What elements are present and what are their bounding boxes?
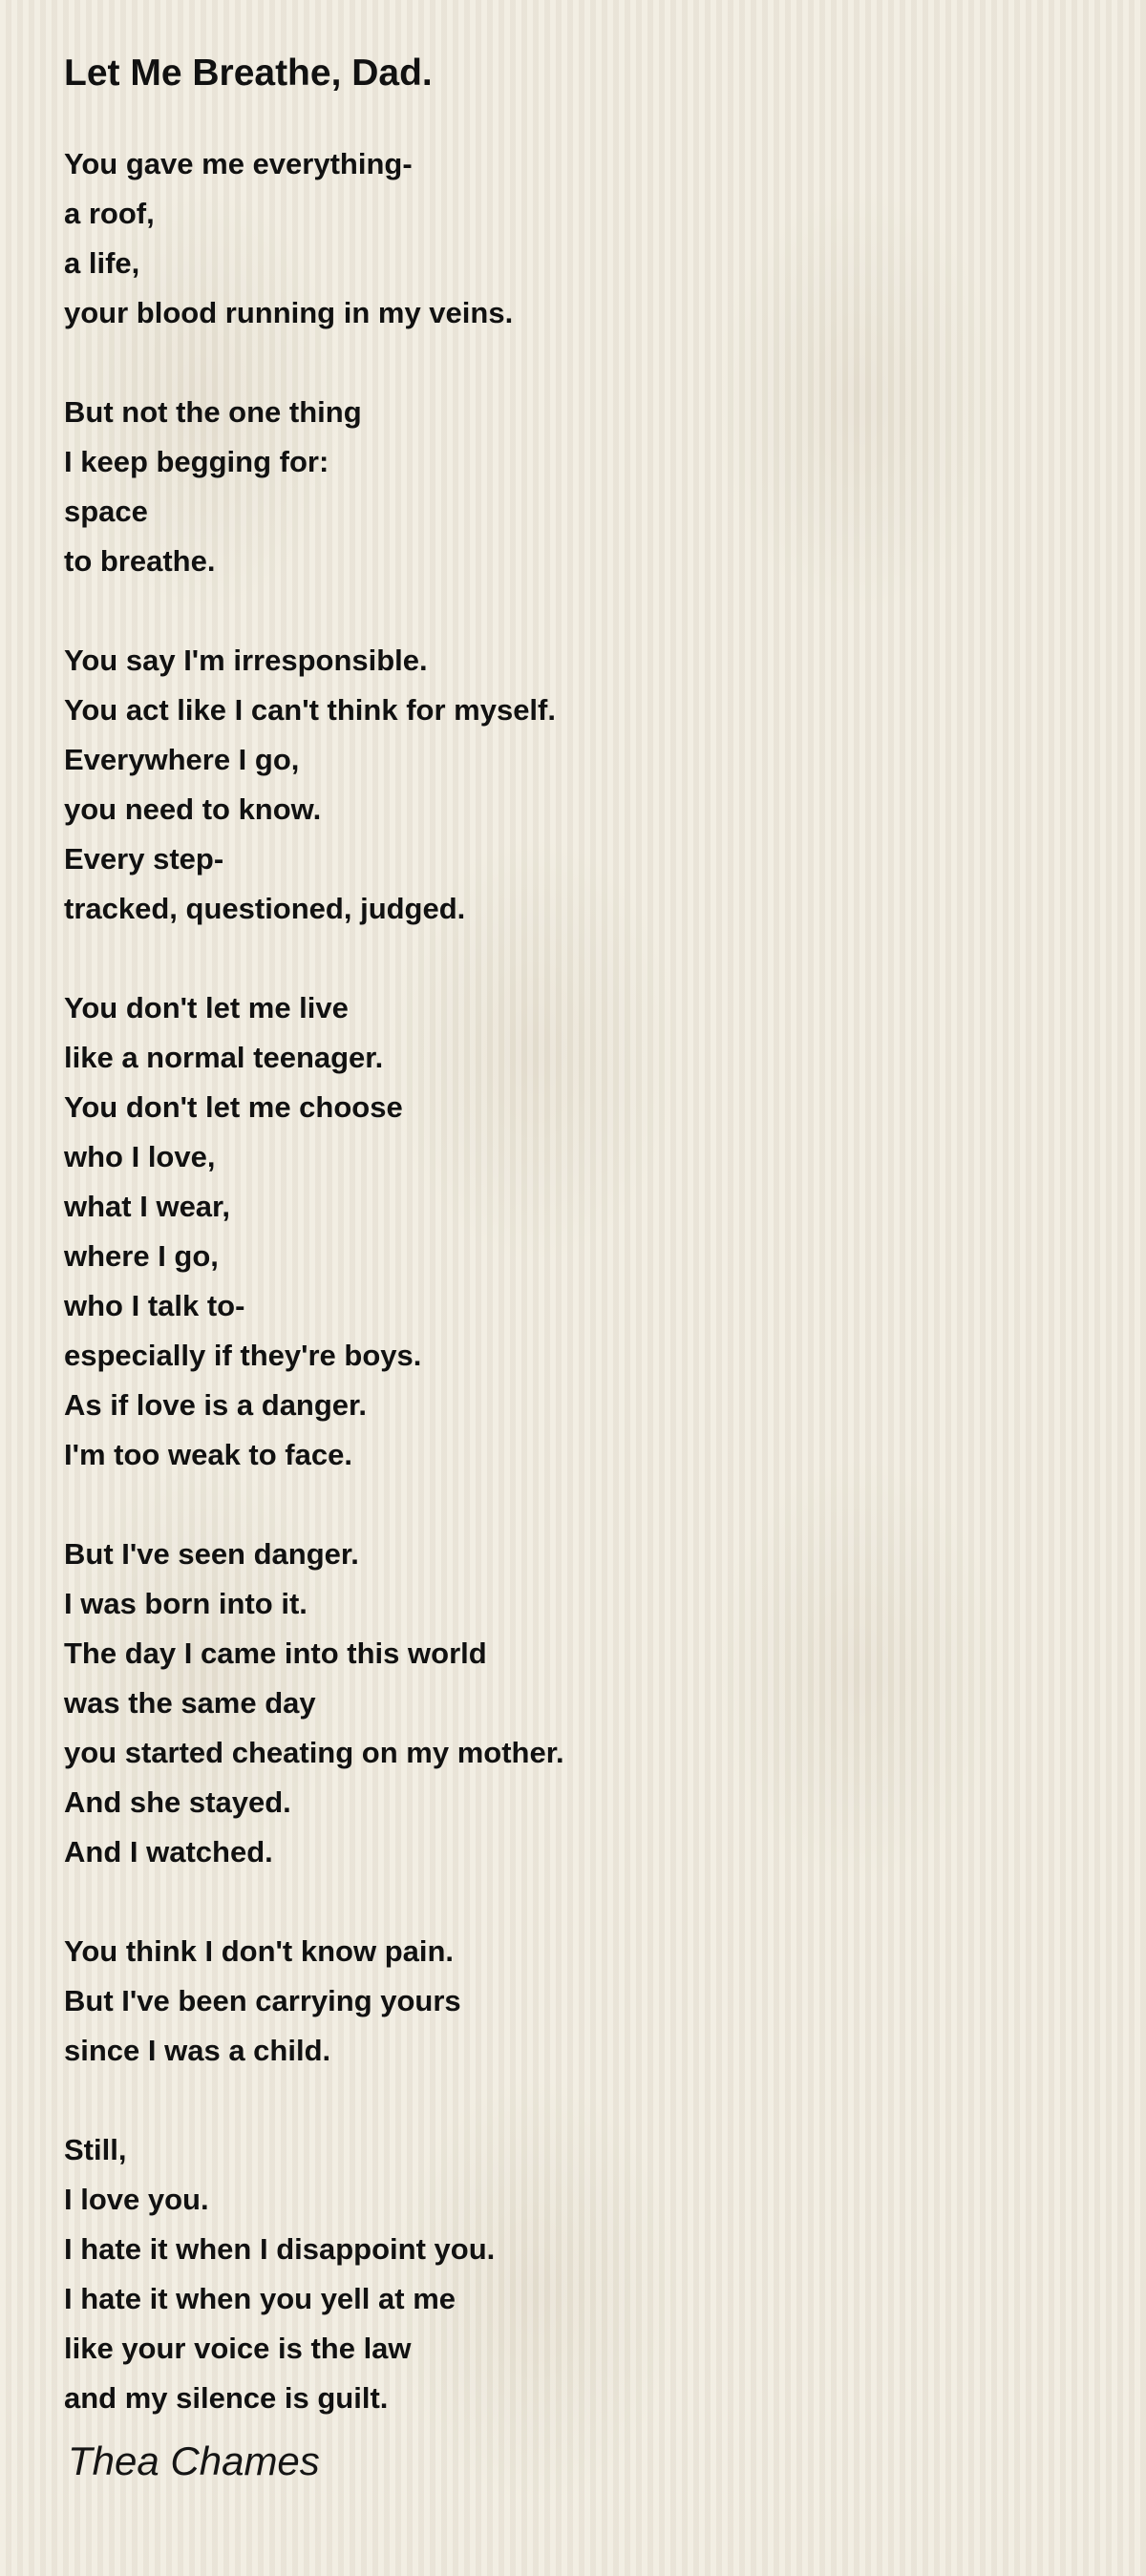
poem-line: I hate it when I disappoint you. — [64, 2232, 496, 2266]
poem-line: But I've been carrying yours — [64, 1984, 461, 2017]
poem-line: I hate it when you yell at me — [64, 2282, 456, 2315]
poem-stanza — [64, 2125, 564, 2423]
poem-body — [64, 139, 564, 2423]
poem-line: Everywhere I go, — [64, 743, 300, 776]
poem-line: You gave me everything- — [64, 147, 413, 180]
poem-line: I was born into it. — [64, 1587, 308, 1620]
poem-line: tracked, questioned, judged. — [64, 892, 466, 925]
poem-stanza — [64, 983, 564, 1480]
poem-stanza — [64, 139, 564, 338]
poem-stanza — [64, 1927, 564, 2076]
poem-line: to breathe. — [64, 544, 216, 578]
poem-line: I'm too weak to face. — [64, 1438, 352, 1471]
poem-stanza — [64, 1530, 564, 1877]
poem-line: you started cheating on my mother. — [64, 1736, 564, 1769]
poem-line: since I was a child. — [64, 2034, 331, 2067]
poem-author: Thea Chames — [68, 2439, 320, 2483]
poem-stanza — [64, 388, 564, 586]
poem-line: You think I don't know pain. — [64, 1934, 455, 1968]
poem-line: And she stayed. — [64, 1785, 291, 1819]
poem-title: Let Me Breathe, Dad. — [64, 53, 433, 94]
poem-line: a roof, — [64, 197, 155, 230]
poem-line: You don't let me live — [64, 991, 349, 1024]
poem-line: You act like I can't think for myself. — [64, 693, 556, 727]
poem-stanza — [64, 636, 564, 934]
poem-line: But not the one thing — [64, 395, 362, 429]
poem-line: Every step- — [64, 842, 224, 876]
poem-line: You say I'm irresponsible. — [64, 644, 428, 677]
poem-line: a life, — [64, 246, 140, 280]
poem-line: space — [64, 495, 148, 528]
poem-line: But I've seen danger. — [64, 1537, 359, 1571]
poem-line: And I watched. — [64, 1835, 273, 1869]
poem-line: like a normal teenager. — [64, 1041, 384, 1074]
poem-line: You don't let me choose — [64, 1090, 403, 1124]
poem-line: As if love is a danger. — [64, 1388, 368, 1422]
poem-line: and my silence is guilt. — [64, 2381, 389, 2415]
poem-line: who I talk to- — [64, 1289, 245, 1322]
poem-line: The day I came into this world — [64, 1636, 487, 1670]
poem-line: where I go, — [64, 1239, 219, 1273]
poem-line: I keep begging for: — [64, 445, 329, 478]
poem-line: Still, — [64, 2133, 127, 2166]
poem-line: your blood running in my veins. — [64, 296, 514, 329]
poem-page — [64, 48, 1076, 2415]
poem-line: like your voice is the law — [64, 2332, 412, 2365]
poem-line: what I wear, — [64, 1190, 231, 1223]
poem-line: was the same day — [64, 1686, 316, 1720]
poem-line: especially if they're boys. — [64, 1339, 422, 1372]
poem-line: who I love, — [64, 1140, 216, 1173]
poem-line: I love you. — [64, 2183, 209, 2216]
poem-line: you need to know. — [64, 792, 322, 826]
